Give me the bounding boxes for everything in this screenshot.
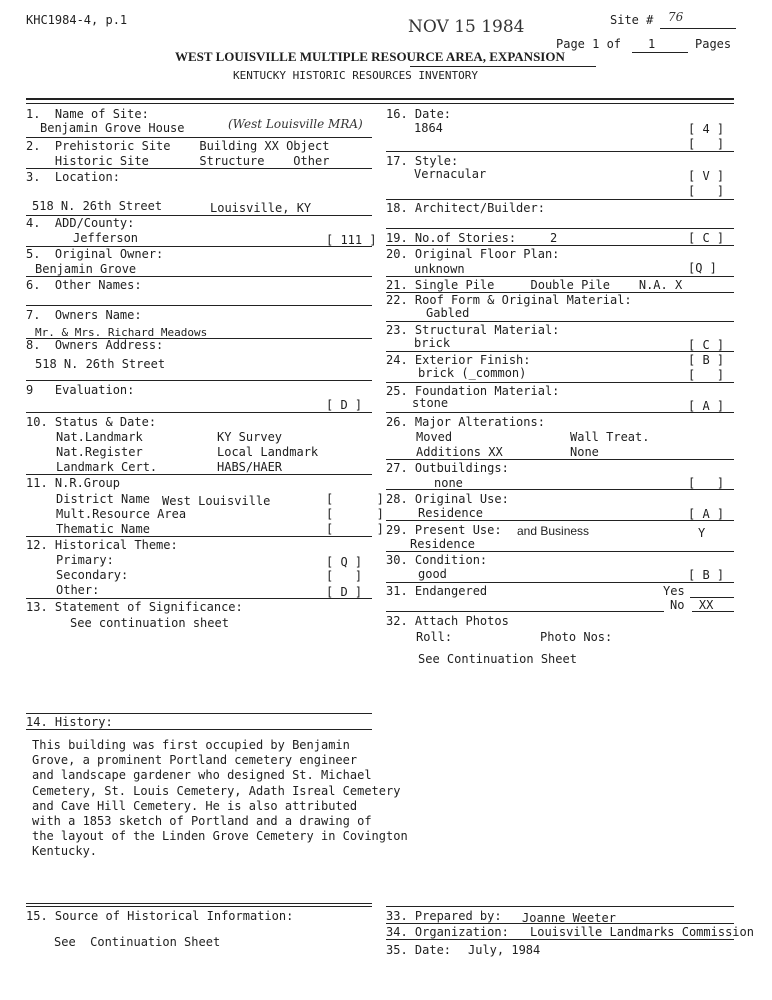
field-12-primary-code: [ Q ] bbox=[326, 555, 363, 569]
field-17-label: 17. Style: bbox=[386, 154, 459, 168]
field-14-history-text bbox=[32, 738, 452, 860]
field-4-code: [ 111 ] bbox=[326, 233, 377, 247]
field-35-value: July, 1984 bbox=[468, 943, 541, 957]
field-35-label: 35. Date: bbox=[386, 943, 452, 957]
field-16-code-2: [ ] bbox=[688, 137, 725, 151]
field-28-label: 28. Original Use: bbox=[386, 492, 509, 506]
field-19-label: 19. No.of Stories: bbox=[386, 231, 517, 245]
history-line: Kentucky. bbox=[32, 844, 98, 859]
history-line: Cemetery, St. Louis Cemetery, Adath Isreal Cemetery bbox=[32, 783, 401, 798]
field-11-district-value: West Louisville bbox=[162, 494, 271, 508]
field-32-label: 32. Attach Photos bbox=[386, 614, 509, 628]
field-26-moved: Moved bbox=[416, 430, 453, 444]
field-11-mult-resource: Mult.Resource Area bbox=[56, 507, 187, 521]
field-11-mult-bracket: [ ] bbox=[326, 507, 384, 521]
field-10-ky-survey: KY Survey bbox=[217, 430, 283, 444]
field-11-district-bracket: [ ] bbox=[326, 492, 384, 506]
field-4-value: Jefferson bbox=[73, 231, 139, 245]
field-10-nat-landmark: Nat.Landmark bbox=[56, 430, 143, 444]
field-8-label: 8. Owners Address: bbox=[26, 338, 164, 352]
field-32-value: See Continuation Sheet bbox=[418, 652, 577, 666]
site-number: 76 bbox=[668, 10, 684, 24]
field-1-value: Benjamin Grove House bbox=[40, 121, 185, 135]
field-1-handwritten: (West Louisville MRA) bbox=[228, 117, 363, 131]
field-26-none: None bbox=[570, 445, 599, 459]
field-2-line2: Historic Site Structure Other bbox=[26, 154, 330, 168]
field-23-code: [ C ] bbox=[688, 338, 725, 352]
field-15-value: See Continuation Sheet bbox=[54, 935, 221, 949]
field-16-code: [ 4 ] bbox=[688, 122, 725, 136]
field-29-value: and Business bbox=[517, 524, 590, 538]
field-2-label: 2. Prehistoric Site Building XX Object bbox=[26, 139, 330, 153]
field-23-label: 23. Structural Material: bbox=[386, 323, 560, 337]
field-34-label: 34. Organization: bbox=[386, 925, 509, 939]
field-19-code: [ C ] bbox=[688, 231, 725, 245]
field-7-value: Mr. & Mrs. Richard Meadows bbox=[35, 326, 208, 339]
field-30-label: 30. Condition: bbox=[386, 553, 488, 567]
field-33-label: 33. Prepared by: bbox=[386, 909, 502, 923]
field-8-value: 518 N. 26th Street bbox=[35, 357, 166, 371]
field-27-code: [ ] bbox=[688, 476, 725, 490]
field-1-label: 1. Name of Site: bbox=[26, 107, 149, 121]
field-15-label: 15. Source of Historical Information: bbox=[26, 909, 294, 923]
field-11-thematic-name: Thematic Name bbox=[56, 522, 150, 536]
field-34-value: Louisville Landmarks Commission bbox=[530, 925, 754, 939]
field-25-label: 25. Foundation Material: bbox=[386, 384, 560, 398]
field-25-value: stone bbox=[412, 396, 449, 410]
field-12-other: Other: bbox=[56, 583, 100, 597]
field-24-code: [ B ] bbox=[688, 353, 725, 367]
field-31-no: No XX bbox=[670, 598, 714, 612]
field-27-label: 27. Outbuildings: bbox=[386, 461, 509, 475]
field-24-code-2: [ ] bbox=[688, 368, 725, 382]
field-31-yes: Yes bbox=[663, 584, 685, 598]
field-10-landmark-cert: Landmark Cert. bbox=[56, 460, 158, 474]
field-24-label: 24. Exterior Finish: bbox=[386, 353, 531, 367]
field-19-value: 2 bbox=[550, 231, 558, 245]
field-3-address: 518 N. 26th Street bbox=[32, 199, 163, 213]
field-11-thematic-bracket: [ ] bbox=[326, 522, 384, 536]
field-12-secondary-code: [ ] bbox=[326, 569, 363, 583]
field-11-district-name: District Name bbox=[56, 492, 150, 506]
field-12-label: 12. Historical Theme: bbox=[26, 538, 178, 552]
field-26-additions: Additions XX bbox=[416, 445, 503, 459]
file-reference: KHC1984-4, p.1 bbox=[26, 13, 128, 27]
field-26-wall-treat: Wall Treat. bbox=[570, 430, 650, 444]
field-20-label: 20. Original Floor Plan: bbox=[386, 247, 560, 261]
field-12-primary: Primary: bbox=[56, 553, 114, 567]
field-3-label: 3. Location: bbox=[26, 170, 120, 184]
history-line: Grove, a prominent Portland cemetery engineer bbox=[32, 753, 358, 768]
history-line: and Cave Hill Cemetery. He is also attributed bbox=[32, 798, 358, 813]
page-label: Page 1 of bbox=[556, 37, 622, 51]
field-5-label: 5. Original Owner: bbox=[26, 247, 164, 261]
field-29-label: 29. Present Use: bbox=[386, 523, 502, 537]
history-line: This building was first occupied by Benjamin bbox=[32, 738, 350, 752]
pages-label: Pages bbox=[695, 37, 732, 51]
field-28-code: [ A ] bbox=[688, 507, 725, 521]
field-25-code: [ A ] bbox=[688, 399, 725, 413]
form-title: WEST LOUISVILLE MULTIPLE RESOURCE AREA, EXPANSION bbox=[175, 49, 565, 64]
field-17-code-2: [ ] bbox=[688, 184, 725, 198]
form-subtitle: KENTUCKY HISTORIC RESOURCES INVENTORY bbox=[233, 69, 479, 82]
field-10-nat-register: Nat.Register bbox=[56, 445, 143, 459]
field-20-value: unknown bbox=[414, 262, 465, 276]
field-21-label: 21. Single Pile Double Pile N.A. X bbox=[386, 278, 683, 292]
field-20-code: [Q ] bbox=[688, 261, 717, 275]
field-16-value: 1864 bbox=[414, 121, 443, 135]
field-26-label: 26. Major Alterations: bbox=[386, 415, 545, 429]
field-24-value: brick (_common) bbox=[418, 366, 527, 380]
field-13-label: 13. Statement of Significance: bbox=[26, 600, 243, 614]
field-31-label: 31. Endangered bbox=[386, 584, 488, 598]
history-line: the layout of the Linden Grove Cemetery in Covington bbox=[32, 829, 408, 844]
field-14-label: 14. History: bbox=[26, 715, 113, 729]
field-3-city: Louisville, KY bbox=[210, 201, 312, 215]
field-18-label: 18. Architect/Builder: bbox=[386, 201, 545, 215]
field-12-secondary: Secondary: bbox=[56, 568, 129, 582]
field-4-label: 4. ADD/County: bbox=[26, 216, 135, 230]
field-23-value: brick bbox=[414, 336, 451, 350]
field-33-value: Joanne Weeter bbox=[522, 911, 616, 925]
field-30-code: [ B ] bbox=[688, 568, 725, 582]
field-29-code: Y bbox=[698, 526, 706, 540]
field-32-photo-nos: Photo Nos: bbox=[540, 630, 613, 644]
field-32-roll: Roll: bbox=[416, 630, 453, 644]
field-30-value: good bbox=[418, 567, 447, 581]
site-label: Site # bbox=[610, 13, 654, 27]
field-22-label: 22. Roof Form & Original Material: bbox=[386, 293, 632, 307]
field-28-value: Residence bbox=[418, 506, 484, 520]
field-17-value: Vernacular bbox=[414, 167, 487, 181]
field-9-label: 9 Evaluation: bbox=[26, 383, 135, 397]
field-12-other-code: [ D ] bbox=[326, 585, 363, 599]
field-10-label: 10. Status & Date: bbox=[26, 415, 157, 429]
field-9-code: [ D ] bbox=[326, 398, 363, 412]
field-6-label: 6. Other Names: bbox=[26, 278, 142, 292]
field-13-value: See continuation sheet bbox=[70, 616, 229, 630]
field-16-label: 16. Date: bbox=[386, 107, 452, 121]
history-line: with a 1853 sketch of Portland and a drawing of bbox=[32, 814, 372, 829]
history-line: and landscape gardener who designed St. Michael bbox=[32, 768, 372, 783]
field-11-label: 11. N.R.Group bbox=[26, 476, 120, 490]
field-17-code: [ V ] bbox=[688, 169, 725, 183]
field-10-habs-haer: HABS/HAER bbox=[217, 460, 283, 474]
field-22-value: Gabled bbox=[426, 306, 470, 320]
received-stamp: NOV 15 1984 bbox=[408, 17, 525, 37]
field-27-value: none bbox=[434, 476, 463, 490]
field-5-value: Benjamin Grove bbox=[35, 262, 137, 276]
field-10-local-landmark: Local Landmark bbox=[217, 445, 319, 459]
field-29-value-2: Residence bbox=[410, 537, 476, 551]
field-7-label: 7. Owners Name: bbox=[26, 308, 142, 322]
page-total: 1 bbox=[648, 37, 656, 51]
